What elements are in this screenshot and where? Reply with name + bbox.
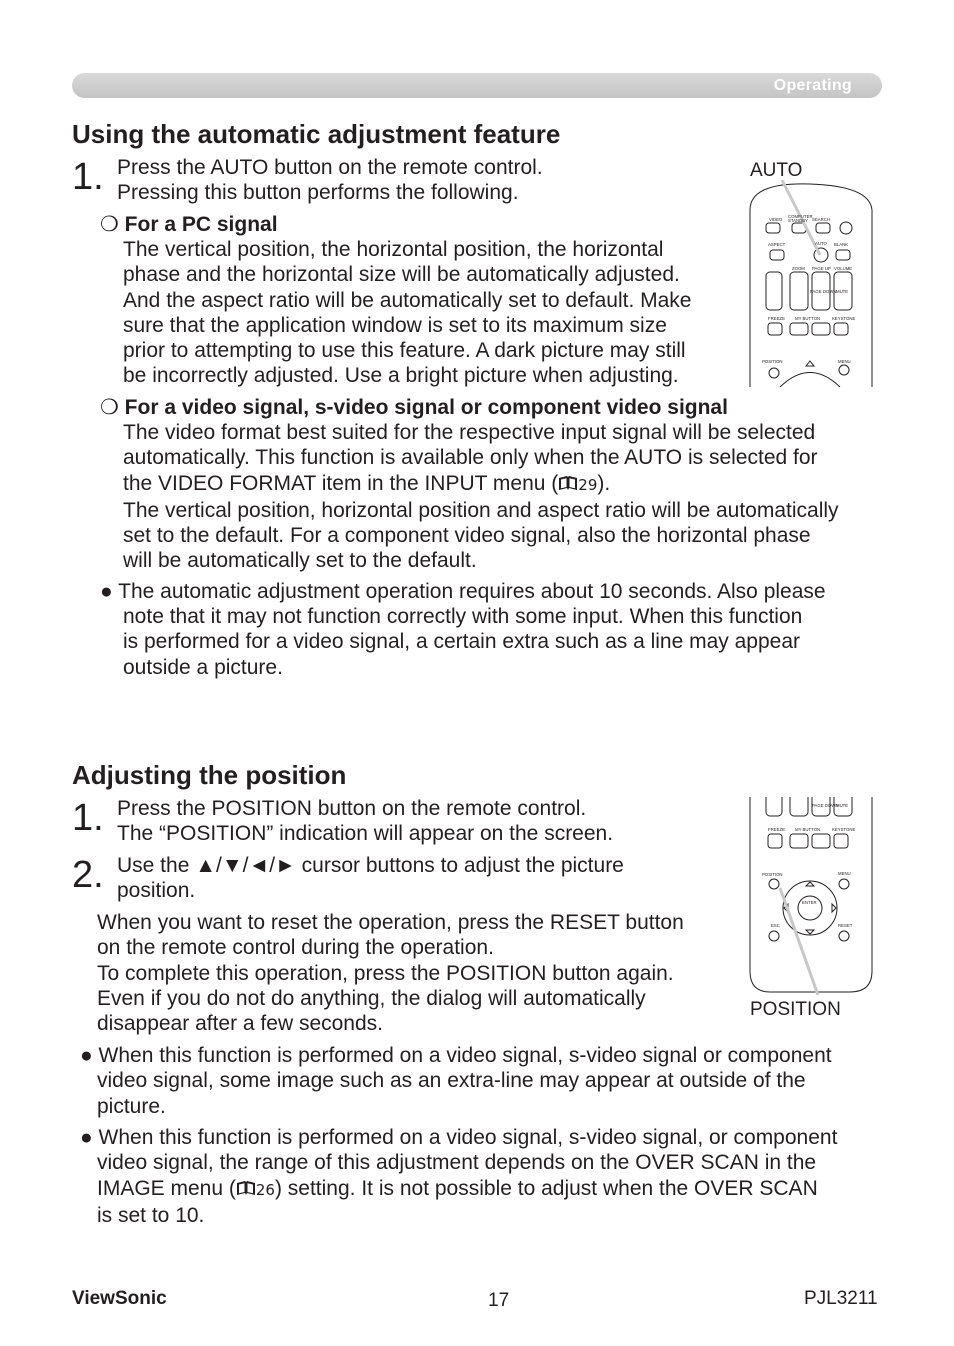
text-line: set to the default. For a component video signal, also the horizontal phase	[123, 524, 811, 548]
text-line: The video format best suited for the respective input signal will be selected	[123, 421, 816, 444]
video-signal-body	[123, 420, 839, 574]
text-span: IMAGE menu (	[97, 1176, 236, 1200]
remote-key-label: VIDEO	[769, 217, 783, 222]
text-line: picture.	[97, 1094, 166, 1118]
text-line: video signal, the range of this adjustment depends on the OVER SCAN in the	[97, 1151, 817, 1175]
remote-key-label: POSITION	[762, 359, 783, 364]
text-line: automatically. This function is available only when the AUTO is selected for	[123, 446, 818, 470]
text-line: To complete this operation, press the POSITION button again.	[97, 961, 674, 985]
remote-key-label: PAGE DOWN	[810, 289, 837, 294]
step-number: 2.	[72, 854, 104, 896]
note-bullet-1	[80, 1043, 832, 1119]
text-line: is set to 10.	[97, 1203, 205, 1227]
text-line: ● When this function is performed on a video signal, s-video signal, or component	[80, 1126, 838, 1149]
remote-key-label: VOLUME	[834, 266, 853, 271]
remote-label-position: POSITION	[750, 999, 841, 1020]
step-number: 1.	[72, 156, 104, 198]
bullet-icon: ❍	[100, 396, 119, 419]
step-text: Press the AUTO button on the remote control.	[117, 156, 543, 179]
heading-text: For a video signal, s-video signal or component video signal	[124, 396, 728, 419]
book-reference-icon	[558, 475, 578, 492]
footer-model: PJL3211	[804, 1288, 878, 1309]
text-line	[123, 471, 839, 498]
remote-key-label: KEYSTONE	[832, 316, 856, 321]
text-line: video signal, some image such as an extra-line may appear at outside of the	[97, 1069, 806, 1093]
remote-key-label: PAGE UP	[812, 266, 831, 271]
remote-control-top-illustration	[740, 180, 880, 388]
reset-paragraph	[97, 910, 684, 1036]
text-line: will be automatically set to the default.	[123, 549, 477, 573]
remote-key-label: KEYSTONE	[832, 827, 856, 832]
remote-key-label: POSITION	[762, 872, 783, 877]
remote-key-label: MUTE	[836, 289, 849, 294]
remote-key-label: MY BUTTON	[795, 316, 821, 321]
pc-signal-body	[123, 237, 691, 389]
remote-key-label: SEARCH	[812, 217, 830, 222]
remote-key-label: FREEZE	[768, 827, 785, 832]
note-body	[123, 604, 802, 680]
text-line: sure that the application window is set to its maximum size	[123, 313, 667, 337]
remote-key-label: STANDBY	[788, 218, 808, 223]
footer-brand: ViewSonic	[72, 1288, 167, 1309]
text-line: phase and the horizontal size will be automatically adjusted.	[123, 263, 680, 287]
remote-key-label: MUTE	[836, 803, 849, 808]
section-label: Operating	[773, 77, 852, 94]
step-text: Press the POSITION button on the remote control.	[117, 797, 587, 820]
text-line: When you want to reset the operation, press the RESET button	[97, 911, 684, 934]
text-span: ) setting. It is not possible to adjust when the OVER SCAN	[274, 1176, 818, 1200]
text-line	[80, 1176, 837, 1203]
text-line: disappear after a few seconds.	[97, 1012, 384, 1036]
pc-signal-heading	[100, 212, 278, 237]
page-number: 17	[488, 1290, 510, 1311]
text-line: is performed for a video signal, a certain extra such as a line may appear	[123, 630, 801, 654]
bullet-icon: ❍	[100, 213, 119, 236]
text-line: ● When this function is performed on a video signal, s-video signal or component	[80, 1044, 832, 1067]
remote-key-label: MENU	[838, 871, 851, 876]
remote-key-label: MY BUTTON	[795, 827, 821, 832]
remote-key-label: ESC	[771, 923, 780, 928]
header-bar	[72, 73, 882, 98]
text-line: The vertical position, horizontal position and aspect ratio will be automatically	[123, 498, 839, 522]
text-line: outside a picture.	[123, 655, 283, 679]
remote-key-label: MENU	[838, 359, 851, 364]
text-line: And the aspect ratio will be automatically set to default. Make	[123, 288, 692, 312]
note-bullet-2	[80, 1125, 837, 1228]
text-line: on the remote control during the operation.	[97, 936, 494, 960]
remote-key-label: AUTO	[815, 241, 827, 246]
remote-key-label: COMPUTER	[788, 214, 813, 219]
text-line: be incorrectly adjusted. Use a bright picture when adjusting.	[123, 364, 679, 388]
remote-key-label: FREEZE	[768, 316, 785, 321]
remote-key-label: ASPECT	[768, 242, 786, 247]
remote-key-label: RESET	[838, 923, 853, 928]
text-span: the VIDEO FORMAT item in the INPUT menu (	[123, 471, 559, 495]
text-line: The vertical position, the horizontal position, the horizontal	[123, 238, 664, 261]
section-title-auto-adjust: Using the automatic adjustment feature	[72, 119, 561, 149]
text-line: note that it may not function correctly with some input. When this function	[123, 605, 803, 628]
remote-key-label: ENTER	[802, 900, 817, 905]
page-reference[interactable]: 29	[578, 475, 598, 494]
section-title-position: Adjusting the position	[72, 760, 347, 790]
step-number: 1.	[72, 797, 104, 839]
text-line: prior to attempting to use this feature. A dark picture may still	[123, 339, 686, 363]
page-reference[interactable]: 26	[255, 1180, 275, 1199]
remote-key-label: BLANK	[834, 242, 849, 247]
note-first-line: ● The automatic adjustment operation requires about 10 seconds. Also please	[100, 580, 826, 603]
text-line: Even if you do not do anything, the dialog will automatically	[97, 986, 646, 1010]
remote-key-label: PAGE DOWN	[812, 803, 839, 808]
video-signal-heading	[100, 395, 728, 420]
remote-control-bottom-illustration	[740, 796, 880, 996]
step-text: The “POSITION” indication will appear on the screen.	[117, 822, 614, 845]
text-span: ).	[597, 471, 611, 495]
remote-label-auto: AUTO	[750, 160, 803, 181]
step-text: position.	[117, 879, 196, 902]
remote-key-label: ZOOM	[792, 266, 805, 271]
step-text: Use the ▲/▼/◄/► cursor buttons to adjust the picture	[117, 854, 624, 877]
heading-text: For a PC signal	[124, 213, 278, 236]
step-text: Pressing this button performs the following.	[117, 181, 519, 204]
book-reference-icon	[236, 1180, 256, 1197]
